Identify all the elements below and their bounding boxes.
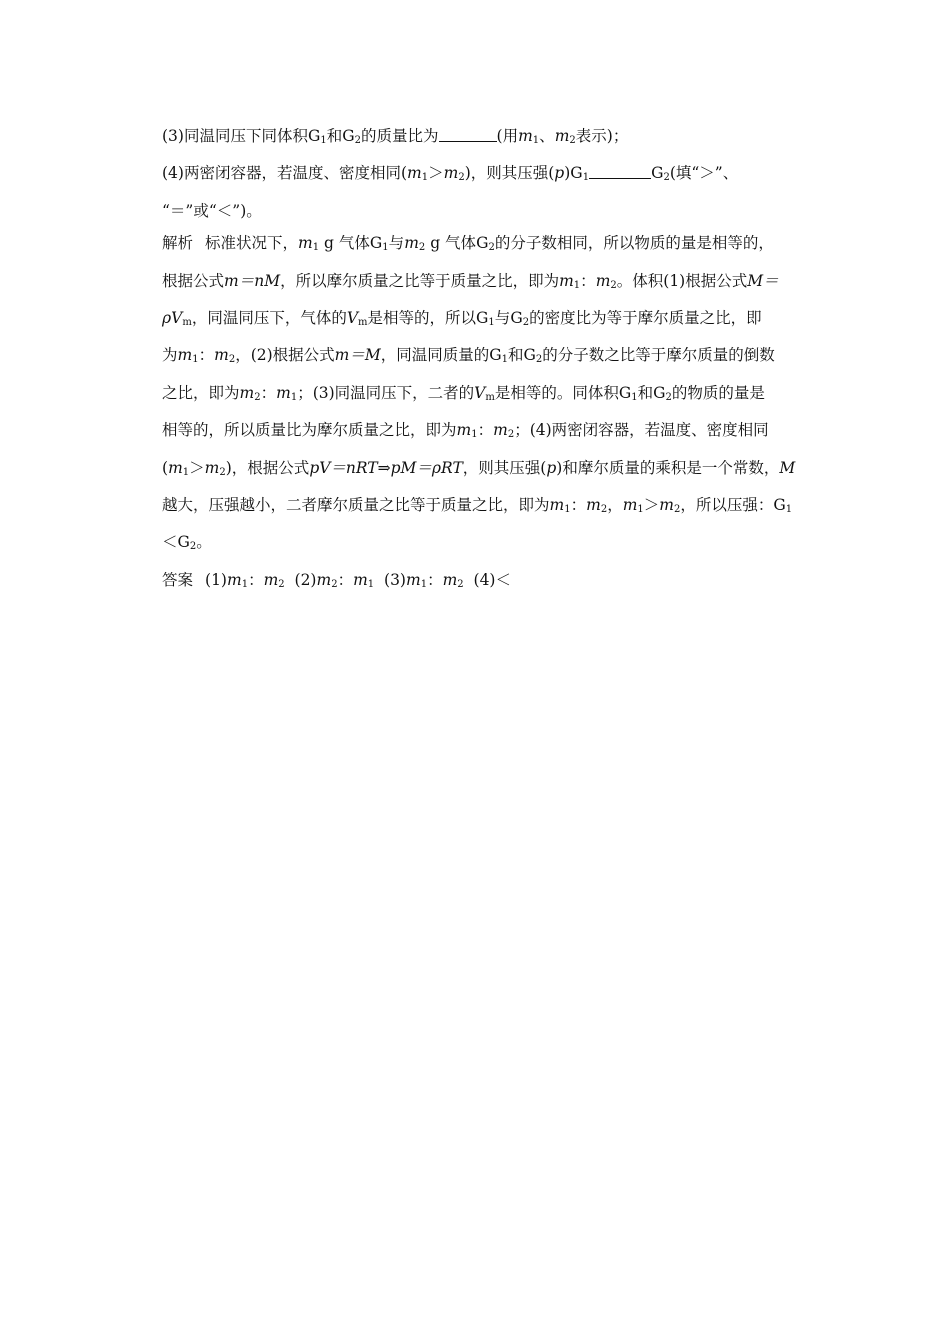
text-span: 2 [354, 135, 362, 146]
text-span: 2 [254, 391, 261, 403]
text-span: G [773, 496, 786, 515]
text-span: 、 [539, 127, 555, 145]
text-span: 表示)； [575, 127, 629, 145]
text-span: G [618, 383, 632, 402]
text-span: ，则其压强( [462, 458, 547, 477]
text-span: m [177, 346, 193, 365]
analysis-line-8: 越大，压强越小，二者摩尔质量之比等于质量之比，即为m1：m2，m1＞m2，所以压强：G1 [162, 496, 793, 516]
text-span: 1 [182, 466, 190, 478]
text-span: 1 [320, 135, 327, 146]
text-span: M [779, 458, 796, 477]
text-span: 与 [388, 234, 405, 253]
text-span: ： [570, 496, 587, 515]
text-span: m [659, 496, 674, 515]
text-span: m＝M [334, 346, 381, 365]
text-span: 2 [674, 504, 681, 516]
question-3 [162, 120, 812, 157]
text-span: m [239, 383, 255, 402]
text-span: m [559, 271, 574, 290]
text-span: m [595, 271, 611, 290]
text-span: )和摩尔质量的乘积是一个常数， [556, 458, 780, 477]
text-span: m [493, 421, 508, 440]
text-span: 的密度比为等于摩尔质量之比，即 [529, 309, 762, 328]
text-span: 的分子数相同，所以物质的量是相等的， [494, 234, 774, 253]
text-span: m [456, 421, 472, 440]
text-span: 2 [458, 172, 465, 184]
text-span: 和 [637, 383, 654, 402]
analysis-line-3 [162, 302, 812, 339]
analysis-line-4 [162, 339, 812, 376]
text-span: m [168, 458, 183, 477]
text-span: 2 [507, 429, 515, 441]
text-span: m [443, 164, 459, 183]
text-span: (2) [294, 570, 317, 589]
text-span: 1 [192, 354, 199, 366]
text-span: 根据公式 [162, 271, 225, 290]
text-span: 是相等的，所以 [367, 309, 477, 328]
text-span: m＝nM [224, 271, 281, 290]
text-span: “＝”或“＜”)。 [162, 201, 262, 220]
text-span: (3)同温同压下同体积 [162, 127, 308, 145]
text-span: 相等的，所以质量比为摩尔质量之比，即为 [162, 421, 457, 440]
text-span: 的分子数之比等于摩尔质量的倒数 [542, 346, 775, 365]
text-span: 是相等的。同体积 [494, 383, 619, 402]
text-span: (填“＞”、 [669, 164, 739, 183]
text-span: ，同温同质量的 [380, 346, 490, 365]
text-span: 2 [278, 578, 285, 590]
text-span: 2 [488, 242, 495, 254]
text-span: 1 [421, 172, 429, 184]
text-span: 1 [501, 354, 509, 366]
text-span: 1 [564, 504, 571, 516]
analysis-label: 解析 [162, 234, 194, 253]
text-span: M＝ [747, 271, 779, 290]
text-span: (3) [384, 570, 406, 589]
text-span: m [316, 570, 332, 589]
text-span: ： [337, 570, 354, 589]
text-span: 1 [241, 578, 249, 590]
text-span: m [298, 234, 313, 253]
text-span: V [474, 383, 486, 402]
text-span: 的物质的量是 [671, 383, 765, 402]
text-span: m [518, 127, 533, 145]
text-span: ( [162, 458, 169, 477]
text-span: ；(4)两密闭容器，若温度、密度相同 [514, 421, 769, 440]
text-span: 2 [535, 354, 543, 366]
text-span: 1 [367, 578, 375, 590]
text-span: m [404, 234, 419, 253]
text-span: 之比，即为 [162, 383, 240, 402]
text-span: 1 [573, 279, 581, 291]
analysis-line-9 [162, 526, 812, 563]
text-span: 2 [228, 354, 236, 366]
text-span: m [263, 570, 279, 589]
text-span: 和 [326, 127, 343, 145]
text-span: G [510, 309, 523, 328]
text-span: V [171, 309, 183, 328]
text-span: 1 [532, 135, 540, 146]
text-span: 1 [582, 172, 590, 184]
text-span: pV＝nRT⇒pM＝ρRT [309, 458, 463, 477]
text-span: ＞ [643, 496, 660, 515]
text-span: m [442, 570, 458, 589]
text-span: G [523, 346, 536, 365]
text-span: ，所以压强： [680, 496, 774, 515]
text-span: )，则其压强( [464, 164, 555, 183]
text-span: m [407, 164, 422, 183]
text-span: 1 [488, 317, 495, 329]
text-span: m [214, 346, 229, 365]
text-span: g 气体 [324, 234, 370, 253]
analysis-line-1 [162, 227, 812, 264]
text-span: 1 [785, 504, 793, 516]
text-span: G [651, 164, 664, 183]
text-span: m [276, 383, 291, 402]
text-span: G [307, 127, 321, 145]
text-span: ： [248, 570, 264, 589]
text-span: 。 [196, 533, 212, 552]
text-span: 2 [418, 242, 426, 254]
text-span: 2 [610, 279, 617, 291]
text-span: 。体积(1)根据公式 [616, 271, 748, 290]
text-span: m [554, 127, 570, 145]
text-span: 标准状况下， [205, 234, 299, 253]
text-span: m [405, 570, 421, 589]
text-span: 1 [312, 242, 320, 254]
text-span: g 气体 [430, 234, 477, 253]
text-span: ： [580, 271, 596, 290]
text-span: ： [260, 383, 277, 402]
text-span: ： [427, 570, 443, 589]
text-span: 越大，压强越小，二者摩尔质量之比等于质量之比，即为 [162, 496, 550, 515]
text-span: (4)＜ [473, 570, 511, 589]
text-span: ＞ [189, 458, 205, 477]
text-span: m [485, 391, 495, 403]
text-span: 2 [569, 135, 576, 146]
text-span: 2 [522, 317, 530, 329]
answer-blank-4[interactable] [589, 164, 651, 179]
text-span: G [653, 383, 666, 402]
text-span: ，同温同压下，气体的 [191, 309, 347, 328]
text-span: G [177, 533, 190, 552]
text-span: m [226, 570, 242, 589]
text-span: m [182, 317, 192, 329]
text-span: (1) [205, 570, 227, 589]
question-4 [162, 157, 812, 194]
text-span: 2 [663, 172, 670, 184]
text-span: ： [477, 421, 494, 440]
text-span: G [570, 164, 583, 183]
text-span: 和 [508, 346, 524, 365]
analysis-line-6 [162, 414, 812, 451]
text-span: 为 [162, 346, 178, 365]
text-span: 1 [290, 391, 298, 403]
text-span: 2 [457, 578, 464, 590]
text-span: 1 [420, 578, 428, 590]
text-span: ： [198, 346, 215, 365]
text-span: 1 [631, 391, 638, 403]
question-4-line-2 [162, 195, 812, 227]
answer-blank-3[interactable] [439, 127, 497, 142]
text-span: ，根据公式 [231, 458, 310, 477]
text-span: G [489, 346, 502, 365]
text-span: (4)两密闭容器，若温度、密度相同( [162, 164, 408, 183]
answer-line [162, 564, 812, 601]
text-span: ) [564, 164, 571, 183]
analysis-line-7 [162, 452, 812, 489]
analysis-line-2 [162, 265, 812, 302]
text-span: m [358, 317, 368, 329]
analysis-line-5 [162, 377, 812, 414]
text-span: V [346, 309, 359, 328]
text-span: 的质量比为 [361, 127, 439, 145]
text-span: 1 [637, 504, 644, 516]
document-page [162, 120, 812, 601]
text-span: 2 [219, 466, 226, 478]
text-span: ，(2)根据公式 [235, 346, 335, 365]
text-span: 2 [600, 504, 608, 516]
text-span: ) [225, 458, 232, 477]
text-span: ρ [162, 309, 172, 328]
text-span: m [353, 570, 368, 589]
text-span: 1 [382, 242, 389, 254]
text-span: ＞ [428, 164, 444, 183]
text-span: 与 [494, 309, 511, 328]
text-span: G [342, 127, 355, 145]
text-span: G [476, 309, 489, 328]
text-span: (用 [496, 127, 519, 145]
text-span: G [369, 234, 383, 253]
text-span: 1 [471, 429, 478, 441]
text-span: m [622, 496, 638, 515]
text-span: ；(3)同温同压下，二者的 [297, 383, 475, 402]
text-span: ＜ [162, 533, 178, 552]
text-span: 2 [189, 541, 197, 553]
text-span: m [204, 458, 220, 477]
answer-label: 答案 [162, 570, 194, 589]
text-span: G [476, 234, 489, 253]
text-span: 2 [665, 391, 672, 403]
text-span: 2 [331, 578, 338, 590]
text-span: p [554, 164, 565, 183]
text-span: p [546, 458, 557, 477]
text-span: m [586, 496, 601, 515]
text-span: m [549, 496, 565, 515]
text-span: ，所以摩尔质量之比等于质量之比，即为 [280, 271, 560, 290]
